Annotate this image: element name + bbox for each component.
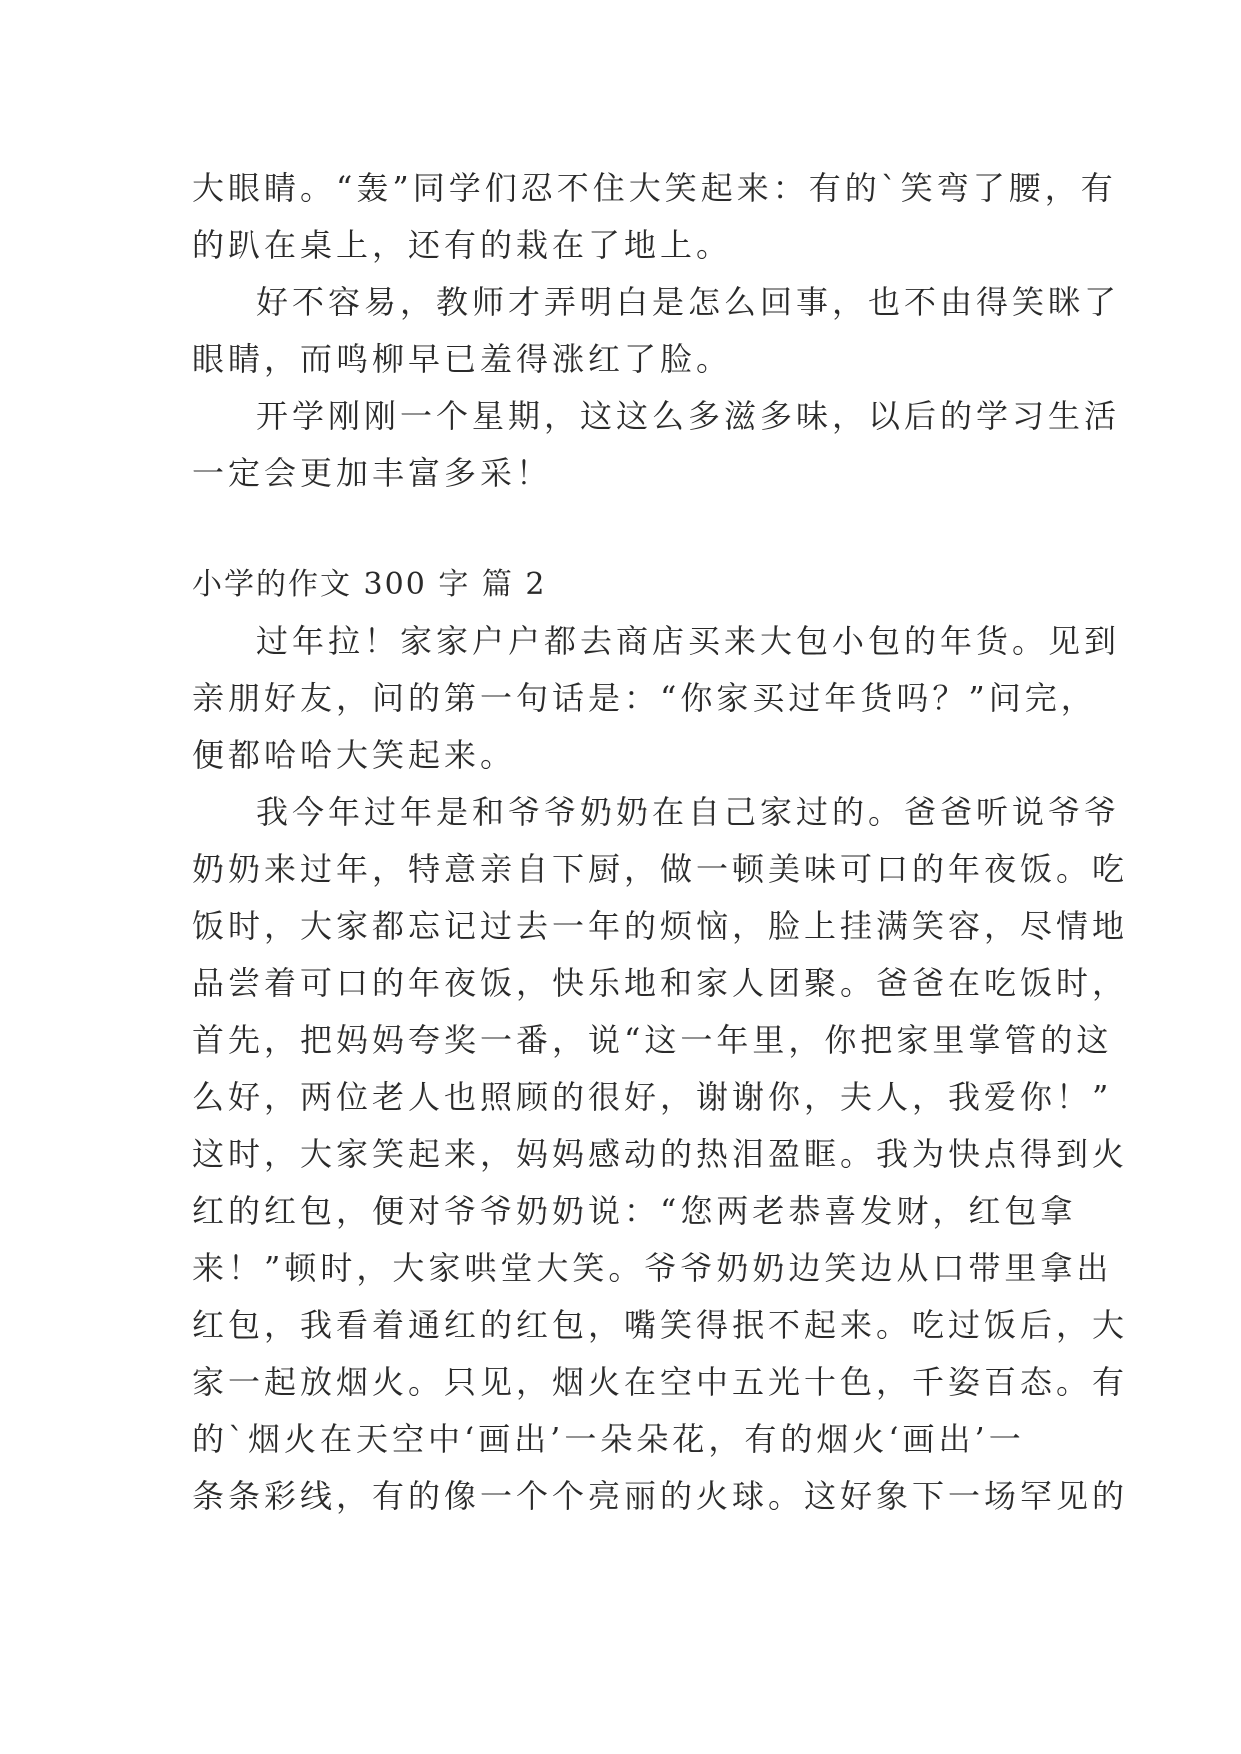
text-line: 的`烟火在天空中‘画出’一朵朵花，有的烟火‘画出’一 [192,1420,1025,1458]
text-line: 红的红包，便对爷爷奶奶说：“您两老恭喜发财，红包拿 [192,1192,1077,1230]
text-line: 来！”顿时，大家哄堂大笑。爷爷奶奶边笑边从口带里拿出 [192,1249,1113,1287]
text-line: 饭时，大家都忘记过去一年的烦恼，脸上挂满笑容，尽情地 [192,907,1129,945]
text-line: 这时，大家笑起来，妈妈感动的热泪盈眶。我为快点得到火 [192,1135,1129,1173]
text-line: 红包，我看着通红的红包，嘴笑得抿不起来。吃过饭后，大 [192,1306,1129,1344]
paragraph-start: 好不容易，教师才弄明白是怎么回事，也不由得笑眯了 [256,283,1121,321]
text-line: 一定会更加丰富多采！ [192,454,553,492]
paragraph-start: 过年拉！家家户户都去商店买来大包小包的年货。见到 [256,622,1121,660]
text-line: 家一起放烟火。只见，烟火在空中五光十色，千姿百态。有 [192,1363,1129,1401]
text-line: 眼睛，而鸣柳早已羞得涨红了脸。 [192,340,733,378]
text-line: 大眼睛。“轰”同学们忍不住大笑起来：有的`笑弯了腰，有 [192,169,1117,207]
text-line: 奶奶来过年，特意亲自下厨，做一顿美味可口的年夜饭。吃 [192,850,1129,888]
text-line: 亲朋好友，问的第一句话是：“你家买过年货吗？”问完， [192,679,1097,717]
text-line: 品尝着可口的年夜饭，快乐地和家人团聚。爸爸在吃饭时， [192,964,1129,1002]
text-line: 么好，两位老人也照顾的很好，谢谢你，夫人，我爱你！” [192,1078,1113,1116]
paragraph-start: 我今年过年是和爷爷奶奶在自己家过的。爸爸听说爷爷 [256,793,1121,831]
text-line: 首先，把妈妈夸奖一番，说“这一年里，你把家里掌管的这 [192,1021,1113,1059]
section-heading: 小学的作文 300 字 篇 2 [192,567,547,602]
paragraph-start: 开学刚刚一个星期，这这么多滋多味，以后的学习生活 [256,397,1121,435]
text-line: 便都哈哈大笑起来。 [192,736,517,774]
text-line: 的趴在桌上，还有的栽在了地上。 [192,226,733,264]
text-line: 条条彩线，有的像一个个亮丽的火球。这好象下一场罕见的 [192,1477,1129,1515]
